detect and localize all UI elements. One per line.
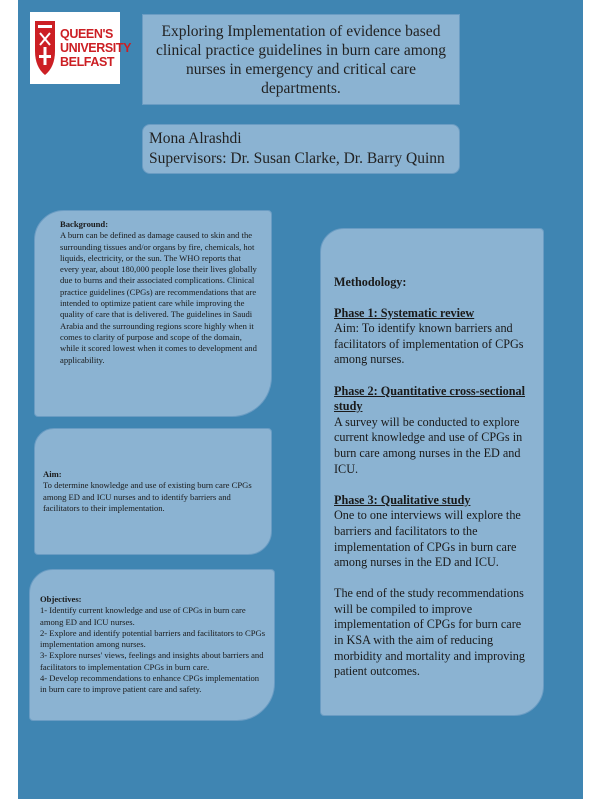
objectives-heading: Objectives: xyxy=(40,594,82,604)
methodology-panel xyxy=(320,228,544,716)
qub-crest-icon xyxy=(33,15,57,81)
methodology-heading: Methodology: xyxy=(334,275,407,289)
author-panel xyxy=(142,124,460,174)
objectives-panel xyxy=(29,569,275,721)
author-name: Mona Alrashdi xyxy=(149,130,242,147)
background-heading: Background: xyxy=(60,219,109,229)
logo-line-1: QUEEN'S xyxy=(60,27,113,41)
background-panel xyxy=(34,210,272,417)
title-panel xyxy=(142,14,460,105)
logo-line-2: UNIVERSITY xyxy=(60,41,132,55)
objectives-list xyxy=(40,605,266,695)
phase-1-title: Phase 1: Systematic review xyxy=(334,305,475,320)
logo-wordmark xyxy=(60,27,131,69)
background-text: A burn can be defined as damage caused to skin and the surrounding tissues and/or organs by fire, chemicals, hot liquids, electricity, or the sun. The WHO reports that every year, about 180,000 people lose their lives globally due to burns and their associated complications. Clinical practice guidelines (CPGs) are recommendations that are intended to optimize patient care while improving the quality of care that is delivered. The guidelines in Saudi Arabia and the surrounding regions score highly when it comes to clarity of purpose and scope of the domain, while it scored lowest when it comes to development and applicability. xyxy=(60,230,257,365)
phase-1-text: Aim: To identify known barriers and facilitators of implementation of CPGs among nurses. xyxy=(334,321,524,367)
aim-heading: Aim: xyxy=(43,469,62,479)
phase-3-text: One to one interviews will explore the barriers and facilitators to the implementation of CPGs in burn care among nurses in the ED and ICU. xyxy=(334,508,521,570)
university-logo xyxy=(30,12,132,84)
phase-3-title: Phase 3: Qualitative study xyxy=(334,492,471,507)
objective-item: 1- Identify current knowledge and use of CPGs in burn care among ED and ICU nurses. xyxy=(40,605,246,627)
objective-item: 2- Explore and identify potential barriers and facilitators to CPGs implementation among nurses. xyxy=(40,627,266,650)
objective-item: 3- Explore nurses' views, feelings and insights about barriers and facilitators to implementation CPGs in burn care. xyxy=(40,650,264,672)
methodology-conclusion: The end of the study recommendations will be compiled to improve implementation of CPGs for burn care in KSA with the aim of reducing morbidity and mortality and improving patient outcomes. xyxy=(334,586,525,679)
logo-line-3: BELFAST xyxy=(60,55,115,69)
supervisors: Supervisors: Dr. Susan Clarke, Dr. Barry Quinn xyxy=(149,150,445,167)
objective-item: 4- Develop recommendations to enhance CPGs implementation in burn care to improve patient care and safety. xyxy=(40,673,260,695)
phase-2-title: Phase 2: Quantitative cross-sectional study xyxy=(334,383,526,414)
poster-title: Exploring Implementation of evidence based clinical practice guidelines in burn care among nurses in emergency and critical care departments. xyxy=(155,22,447,97)
aim-panel xyxy=(34,428,272,555)
phase-2-text: A survey will be conducted to explore current knowledge and use of CPGs in burn care among nurses in the ED and ICU. xyxy=(334,414,523,476)
aim-text: To determine knowledge and use of existing burn care CPGs among ED and ICU nurses and to identify barriers and facilitators to their implementation. xyxy=(43,480,252,513)
